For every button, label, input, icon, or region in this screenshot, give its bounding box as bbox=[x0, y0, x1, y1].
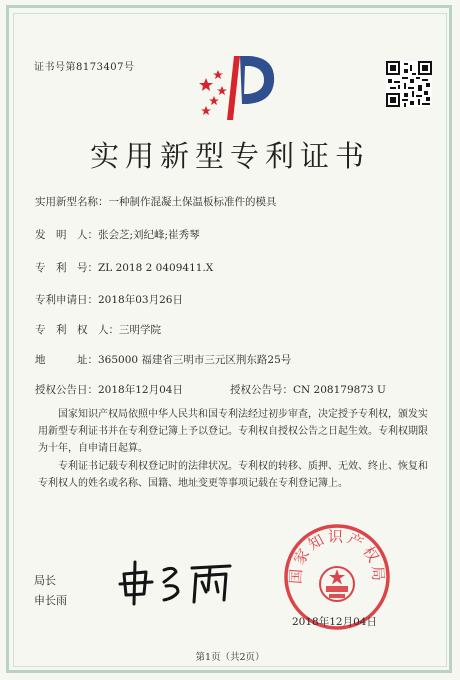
field-value: ZL 2018 2 0409411.X bbox=[98, 262, 214, 274]
field-label: 授权公告号： bbox=[230, 384, 293, 396]
field-utility-model-name bbox=[35, 194, 277, 209]
field-address bbox=[35, 352, 291, 367]
field-value: 2018年12月04日 bbox=[98, 384, 183, 396]
handwritten-signature-icon bbox=[118, 560, 236, 606]
field-label: 专 利 权 人： bbox=[35, 324, 119, 336]
field-application-date bbox=[35, 292, 183, 307]
certificate-title: 实用新型专利证书 bbox=[89, 139, 370, 173]
field-label: 专利申请日： bbox=[35, 294, 98, 306]
field-value: 一种制作混凝土保温板标准件的模具 bbox=[108, 196, 277, 208]
cnipa-logo-icon bbox=[192, 48, 278, 128]
certificate-number: 证书号第8173407号 bbox=[34, 62, 135, 73]
seal-date: 2018年12月04日 bbox=[292, 616, 377, 628]
field-patentee bbox=[35, 322, 161, 337]
field-label: 实用新型名称： bbox=[35, 196, 109, 208]
signature-name: 申长雨 bbox=[34, 594, 67, 607]
field-patent-number bbox=[35, 260, 213, 275]
certificate-paragraph-legal-status: 专利证书记载专利权登记时的法律状况。专利权的转移、质押、无效、终止、恢复和专利权人的姓名或名称、国籍、地址变更等事项记载在专利登记簿上。 bbox=[38, 461, 428, 489]
field-label: 地 址： bbox=[35, 354, 98, 366]
field-value: CN 208179873 U bbox=[293, 384, 386, 396]
field-value: 365000 福建省三明市三元区荆东路25号 bbox=[98, 354, 292, 366]
field-value: 张会芝;刘纪峰;崔秀琴 bbox=[98, 229, 200, 241]
field-label: 发 明 人： bbox=[35, 229, 98, 241]
qr-code-icon bbox=[386, 61, 432, 107]
field-value: 2018年03月26日 bbox=[98, 294, 183, 306]
field-grant-number bbox=[230, 382, 386, 397]
signature-title: 局长 bbox=[34, 574, 56, 587]
certificate-paragraph-grant: 国家知识产权局依照中华人民共和国专利法经过初步审查，决定授予专利权，颁发实用新型专利证书并在专利登记簿上予以登记。专利权自授权公告之日起生效。专利权期限为十年，自申请日起算。 bbox=[38, 409, 428, 454]
field-grant-date bbox=[35, 382, 183, 397]
field-label: 授权公告日： bbox=[35, 384, 98, 396]
field-value: 三明学院 bbox=[119, 324, 161, 336]
field-label: 专 利 号： bbox=[35, 262, 98, 274]
field-inventors bbox=[35, 227, 200, 242]
page-number: 第1页（共2页） bbox=[195, 652, 265, 663]
seal-text: 国家知识产权局 bbox=[286, 527, 388, 585]
